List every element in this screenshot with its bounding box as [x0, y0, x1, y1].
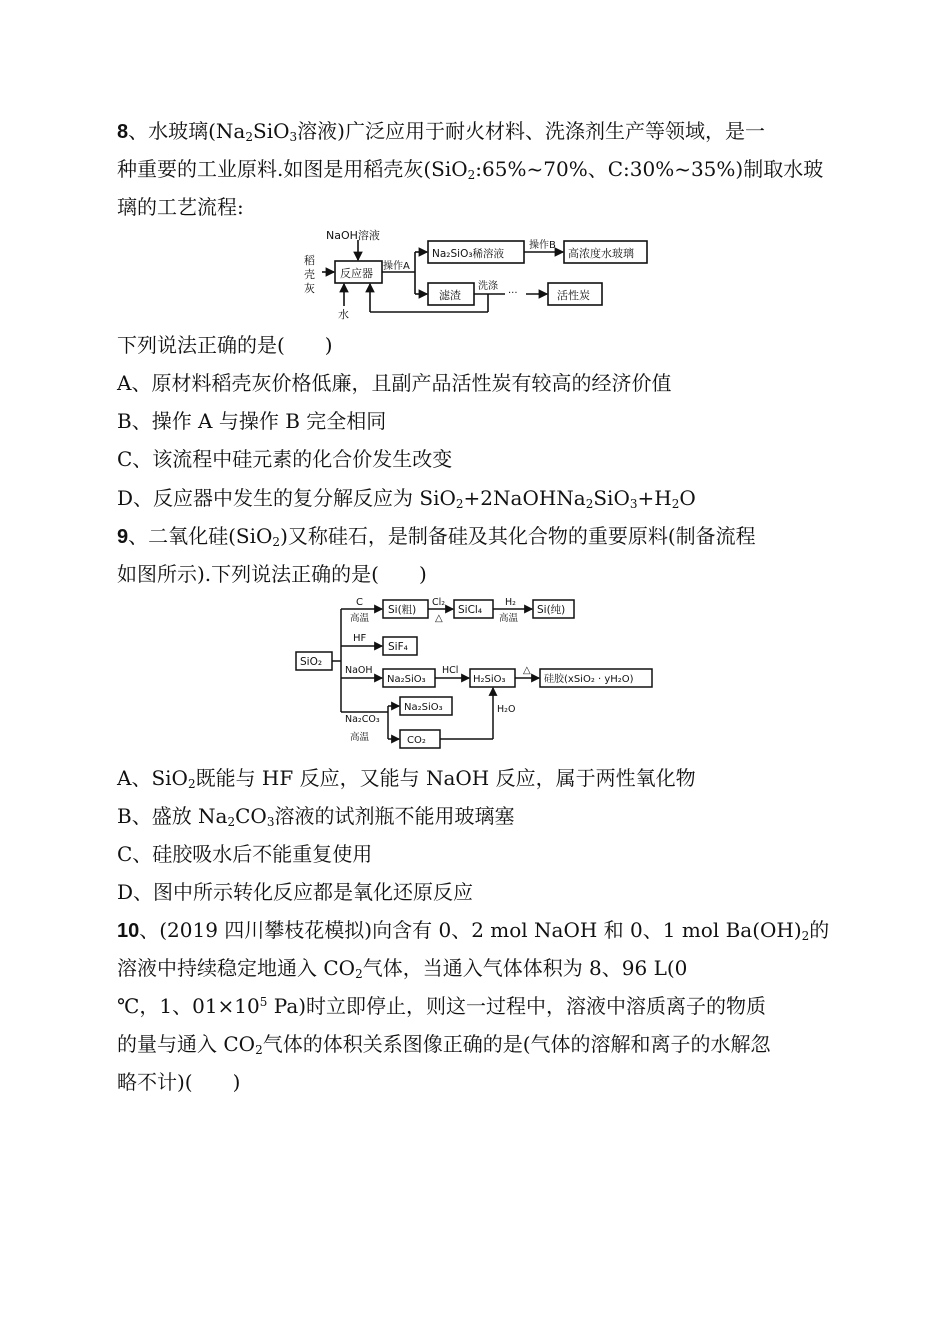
reactor-box: 反应器 — [340, 267, 373, 280]
q9-option-a: A、SiO$_2$既能与 HF 反应，又能与 NaOH 反应，属于两性氧化物 — [117, 766, 696, 791]
carbon-reagent-label: C — [356, 597, 363, 608]
q9-option-c: C、硅胶吸水后不能重复使用 — [117, 842, 373, 866]
q8-option-d: D、反应器中发生的复分解反应为 $SiO_2+2NaOHNa_2SiO_3+H_2O$ — [117, 486, 696, 511]
q9-line-1: 9、二氧化硅(SiO$_2$)又称硅石，是制备硅及其化合物的重要原料(制备流程 — [117, 524, 756, 549]
product-box: 高浓度水玻璃 — [568, 247, 634, 260]
residue-box: 滤渣 — [439, 289, 461, 302]
hcl-label: HCl — [442, 665, 459, 676]
raw-material-label-3: 灰 — [304, 282, 315, 295]
water-label: H₂O — [497, 704, 516, 715]
raw-material-label-2: 壳 — [304, 268, 315, 281]
q10-line-2: 溶液中持续稳定地通入 $CO_2$气体，当通入气体体积为 8、96 L(0 — [117, 956, 688, 981]
q9-number: 9 — [117, 526, 129, 548]
crude-si-box: Si(粗) — [388, 604, 417, 616]
q8-flow-diagram — [300, 226, 660, 320]
q8-line-1: 8、水玻璃($Na_2SiO_3$溶液)广泛应用于耐火材料、洗涤剂生产等领域，是一 — [117, 119, 765, 144]
sodium-silicate-box-1: Na₂SiO₃ — [387, 674, 426, 685]
sif4-box: SiF₄ — [388, 641, 408, 653]
q9-line-2: 如图所示).下列说法正确的是( ) — [117, 562, 427, 586]
hf-label: HF — [353, 633, 367, 644]
q8-question: 下列说法正确的是( ) — [117, 333, 333, 357]
activated-carbon-box: 活性炭 — [557, 289, 590, 302]
h2-label: H₂ — [505, 597, 516, 608]
operation-b-label: 操作B — [529, 240, 556, 251]
q9-option-d: D、图中所示转化反应都是氧化还原反应 — [117, 880, 474, 904]
na2co3-label: Na₂CO₃ — [345, 714, 380, 725]
q8-line-3: 璃的工艺流程: — [117, 195, 244, 219]
q8-number: 8 — [117, 121, 129, 143]
q9-flow-diagram — [293, 594, 665, 754]
silica-gel-box: 硅胶(xSiO₂ · yH₂O) — [544, 674, 634, 685]
q8-line-2: 种重要的工业原料.如图是用稻壳灰(SiO$_2$:65%~70%、C:30%~35%)制取水玻 — [117, 157, 824, 182]
pure-si-box: Si(纯) — [537, 604, 566, 616]
water-label: 水 — [338, 308, 349, 320]
raw-material-label-1: 稻 — [304, 254, 315, 267]
q10-number: 10 — [117, 920, 140, 942]
co2-box: CO₂ — [407, 735, 426, 746]
silicic-acid-box: H₂SiO₃ — [473, 674, 506, 685]
operation-a-label: 操作A — [383, 261, 410, 272]
sio2-box: SiO₂ — [300, 656, 323, 668]
q9-option-b: B、盛放 $Na_2CO_3$溶液的试剂瓶不能用玻璃塞 — [117, 804, 515, 829]
dilute-solution-box: Na₂SiO₃稀溶液 — [432, 248, 505, 260]
naoh-solution-label: NaOH溶液 — [326, 229, 380, 242]
naoh-label: NaOH — [345, 665, 373, 676]
q10-line-4: 的量与通入 $CO_2$气体的体积关系图像正确的是(气体的溶解和离子的水解忽 — [117, 1032, 771, 1057]
high-temp-label-1: 高温 — [350, 613, 370, 624]
high-temp-label-3: 高温 — [350, 732, 370, 743]
q8-option-c: C、该流程中硅元素的化合价发生改变 — [117, 447, 453, 471]
wash-label: 洗涤 — [478, 281, 498, 292]
q8-option-a: A、原材料稻壳灰价格低廉，且副产品活性炭有较高的经济价值 — [117, 371, 672, 395]
sodium-silicate-box-2: Na₂SiO₃ — [404, 702, 443, 713]
heat-label-1: △ — [435, 613, 443, 624]
q10-line-3: ℃，1、$01\times 10^5$ Pa)时立即停止，则这一过程中，溶液中溶质离子的物质 — [117, 994, 767, 1018]
q10-line-5: 略不计)( ) — [117, 1070, 241, 1094]
q8-option-b: B、操作 A 与操作 B 完全相同 — [117, 409, 387, 433]
q10-line-1: 10、(2019 四川攀枝花模拟)向含有 0、2 mol NaOH 和 0、1 mol $Ba(OH)_2$的 — [117, 918, 830, 943]
high-temp-label-2: 高温 — [499, 613, 519, 624]
cl2-label: Cl₂ — [432, 597, 446, 608]
sicl4-box: SiCl₄ — [458, 604, 483, 616]
heat-label-2: △ — [523, 665, 531, 676]
ellipsis-label: ··· — [508, 288, 518, 299]
